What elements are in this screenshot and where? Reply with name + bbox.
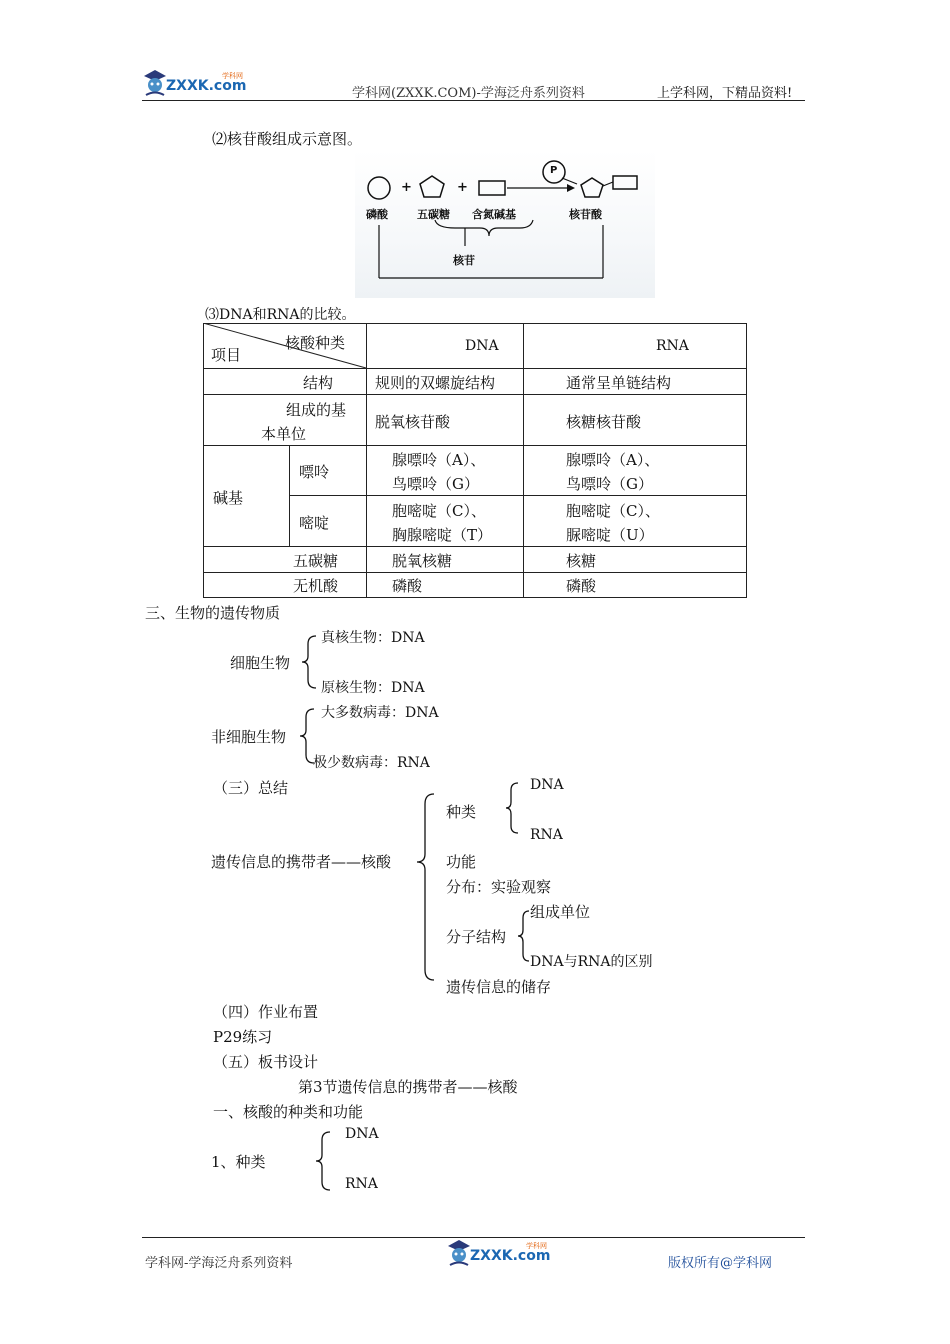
row-sugar-rna: 核糖 (566, 552, 597, 570)
row-acid-label: 无机酸 (293, 577, 339, 595)
row-structure-label: 结构 (303, 374, 334, 392)
summary-difference: DNA与RNA的区别 (530, 954, 653, 970)
summary-function: 功能 (446, 853, 477, 871)
summary-distribution: 分布：实验观察 (446, 878, 552, 896)
base-rect-icon (479, 181, 505, 195)
base-label: 含氮碱基 (472, 208, 516, 221)
most-virus-text: 大多数病毒：DNA (321, 705, 439, 721)
summary-dna: DNA (530, 777, 564, 793)
brace-kinds-icon (504, 781, 522, 835)
row-acid-rna: 磷酸 (566, 577, 597, 595)
row-structure-dna: 规则的双螺旋结构 (375, 374, 496, 392)
row-pyrimidine-dna-1: 胞嘧啶（C）、 (392, 502, 486, 520)
summary-rna: RNA (530, 827, 563, 843)
comparison-table (203, 323, 747, 598)
summary-unit: 组成单位 (530, 903, 591, 921)
board-kinds: 1、种类 (211, 1153, 266, 1171)
row-pyrimidine-rna-2: 脲嘧啶（U） (566, 526, 654, 544)
row-pyrimidine-rna-1: 胞嘧啶（C）、 (566, 502, 660, 520)
corner-top-label: 核酸种类 (285, 334, 346, 352)
row-sugar-dna: 脱氧核糖 (392, 552, 453, 570)
prokaryote-text: 原核生物：DNA (321, 680, 425, 696)
logo-mascot-icon (142, 68, 168, 98)
table-title: ⑶DNA和RNA的比较。 (205, 307, 356, 323)
board-heading: 第3节遗传信息的携带者——核酸 (298, 1078, 518, 1096)
summary-kinds: 种类 (446, 803, 477, 821)
plus-sign-2: + (457, 180, 468, 195)
nucleotide-rect-icon (613, 176, 637, 189)
header-center-text: 学科网(ZXXK.COM)-学海泛舟系列资料 (352, 86, 585, 101)
board-section1: 一、核酸的种类和功能 (213, 1103, 364, 1121)
footer-logo-mascot-icon (446, 1238, 472, 1268)
corner-bottom-label: 项目 (211, 346, 242, 364)
brace-board-kinds-icon (314, 1130, 334, 1192)
diagram-title: ⑵核苷酸组成示意图。 (212, 130, 363, 148)
summary-main: 遗传信息的携带者——核酸 (211, 853, 392, 871)
footer-logo-badge: 学科网 (526, 1242, 547, 1250)
row-unit-rna: 核糖核苷酸 (566, 413, 642, 431)
row-structure-rna: 通常呈单链结构 (566, 374, 672, 392)
brace-cellular-icon (300, 634, 320, 690)
nucleoside-label: 核苷 (453, 254, 475, 267)
row-pyrimidine-label: 嘧啶 (299, 514, 330, 532)
sugar-label: 五碳糖 (417, 208, 450, 221)
nucleotide-label: 核苷酸 (569, 208, 602, 221)
row-sugar-label: 五碳糖 (293, 552, 339, 570)
col-header-rna: RNA (656, 338, 689, 354)
nucleotide-pentagon-icon (581, 178, 603, 197)
genetic-title: 三、生物的遗传物质 (145, 604, 281, 622)
header-rule (142, 100, 805, 101)
summary-storage: 遗传信息的储存 (446, 978, 552, 996)
logo-text: ZXXK.com (166, 78, 247, 94)
cellular-label: 细胞生物 (230, 654, 291, 672)
row-purine-dna-2: 鸟嘌呤（G） (392, 475, 479, 493)
row-unit-label-1: 组成的基 (286, 401, 347, 419)
phosphate-label: 磷酸 (366, 208, 388, 221)
board-title: （五）板书设计 (213, 1053, 319, 1071)
row-purine-dna-1: 腺嘌呤（A）、 (392, 451, 486, 469)
homework-item: P29练习 (213, 1028, 273, 1046)
footer-right-text: 版权所有@学科网 (668, 1256, 773, 1271)
summary-molecular: 分子结构 (446, 928, 507, 946)
plus-sign-1: + (401, 180, 412, 195)
row-purine-label: 嘌呤 (299, 463, 330, 481)
noncellular-label: 非细胞生物 (211, 728, 287, 746)
row-purine-rna-2: 鸟嘌呤（G） (566, 475, 653, 493)
board-dna: DNA (345, 1126, 379, 1142)
row-base-label: 碱基 (213, 489, 244, 507)
board-rna: RNA (345, 1176, 378, 1192)
footer-left-text: 学科网-学海泛舟系列资料 (145, 1256, 293, 1271)
pentose-pentagon-icon (420, 176, 444, 197)
nucleotide-diagram (355, 150, 655, 298)
row-unit-dna: 脱氧核苷酸 (375, 413, 451, 431)
row-acid-dna: 磷酸 (392, 577, 423, 595)
brace-summary-icon (414, 792, 438, 982)
footer-logo (446, 1238, 556, 1270)
row-purine-rna-1: 腺嘌呤（A）、 (566, 451, 660, 469)
few-virus-text: 极少数病毒：RNA (313, 755, 430, 771)
phosphate-circle-icon (368, 177, 390, 199)
header-logo (142, 68, 252, 100)
p-label: P (550, 165, 558, 176)
header-right-text: 上学科网，下精品资料! (657, 86, 793, 101)
summary-title: （三）总结 (213, 779, 289, 797)
row-pyrimidine-dna-2: 胸腺嘧啶（T） (392, 526, 493, 544)
homework-title: （四）作业布置 (213, 1003, 319, 1021)
footer-logo-text: ZXXK.com (470, 1248, 551, 1264)
logo-badge: 学科网 (222, 72, 243, 80)
col-header-dna: DNA (465, 338, 499, 354)
row-unit-label-2: 本单位 (261, 425, 307, 443)
eukaryote-text: 真核生物：DNA (321, 630, 425, 646)
